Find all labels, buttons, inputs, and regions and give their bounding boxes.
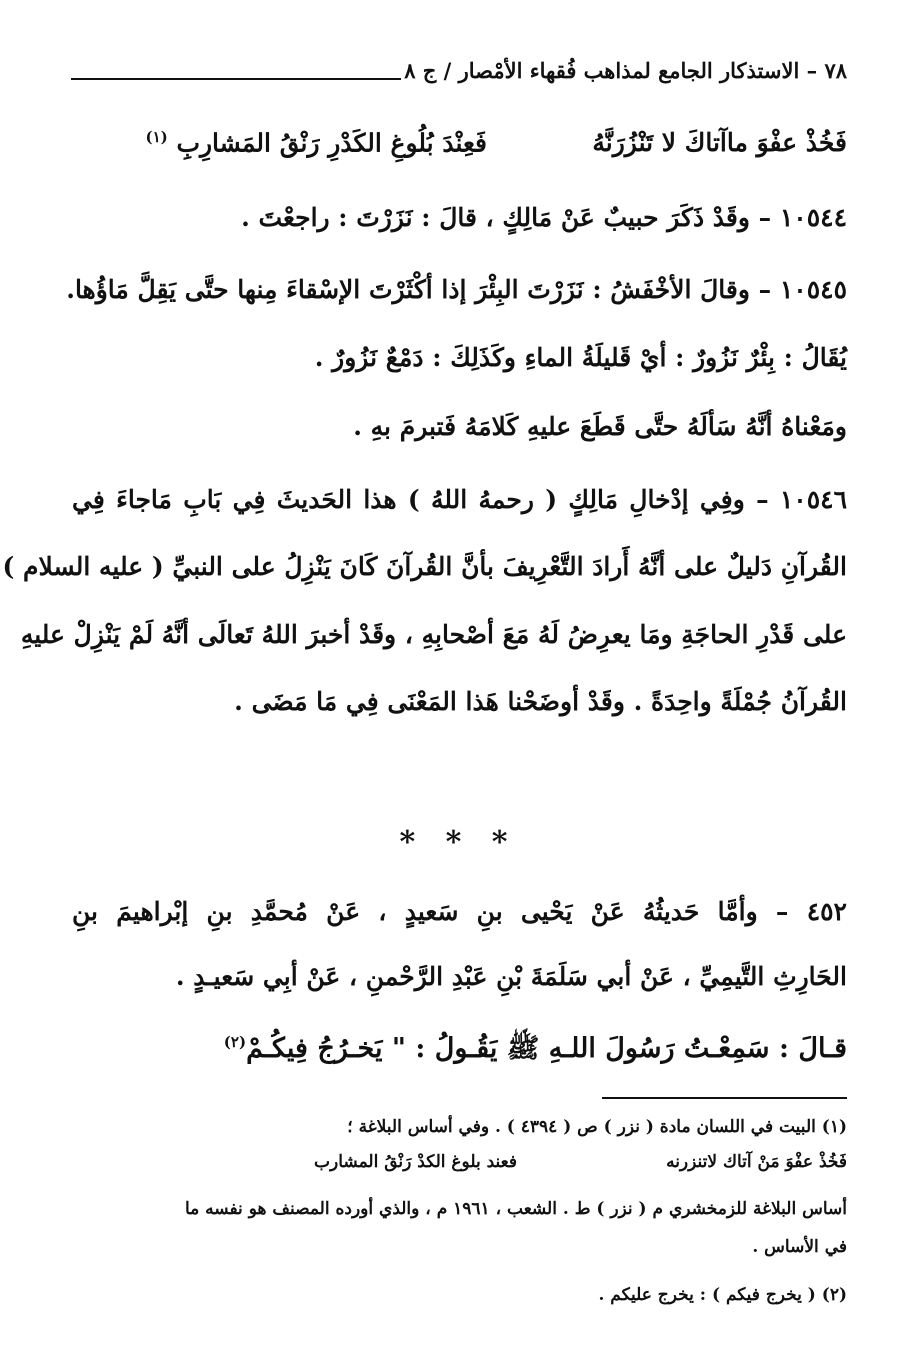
hadith-line-text: قـالَ : سَمِعْـتُ رَسُولَ اللـهِ ﷺ يَقُـولُ : " يَخـرُجُ فِيكُـمْ	[246, 1033, 847, 1064]
hadith-line: الحَارِثِ التَّيمِيِّ ، عَنْ أبي سَلَمَةَ بْنِ عَبْدِ الرَّحْمنِ ، عَنْ أبِي سَعيـدٍ .	[175, 962, 847, 991]
footnote-2: (٢) ( يخرج فيكم ) : يخرج عليكم .	[598, 1285, 847, 1305]
verse-hemistich-1: فَخُذْ عفْوَ ماآتاكَ لا تَنْزُرَنَّهُ	[592, 128, 847, 157]
paragraph-line: القُرآنُ جُمْلَةً واحِدَةً . وقَدْ أوضَحْنا هَذا المَعْنَى فِي مَا مَضَى .	[234, 687, 847, 716]
footnote-verse-hemistich-1: فَخُذْ عفْوَ مَنْ آتاك لاتنزرنه	[666, 1152, 847, 1172]
section-separator: * * *	[399, 825, 518, 860]
header-rule	[71, 78, 401, 80]
paragraph-10545: ١٠٥٤٥ – وقالَ الأخْفَشُ : نَزَرْتَ البِئْرَ إذا أكْثَرْتَ الإسْقاءَ مِنها حتَّى يَقِلَّ مَاؤُها.	[66, 275, 847, 304]
verse-hemistich-2-text: فَعِنْدَ بُلُوغِ الكَدْرِ رَنْقُ المَشارِبِ	[176, 128, 487, 158]
footnote-1-end: في الأساس .	[752, 1237, 847, 1257]
page-header	[57, 52, 847, 92]
footnote-verse-hemistich-2: فعند بلوغ الكدْ رَنْقُ المشارب	[314, 1152, 517, 1172]
footnote-1-verse	[107, 1152, 847, 1182]
hadith-452: ٤٥٢ – وأمَّا حَديثُهُ عَنْ يَحْيى بنِ سَعيدٍ ، عَنْ مُحمَّدِ بنِ إبْراهيمَ بنِ	[72, 897, 847, 926]
footnote-rule	[602, 1097, 847, 1099]
verse-hemistich-2	[145, 128, 487, 157]
poetry-verse	[77, 128, 847, 176]
footnote-ref-1: (١)	[145, 128, 168, 146]
hadith-line	[72, 1020, 847, 1071]
paragraph-10544: ١٠٥٤٤ – وقَدْ ذَكَرَ حبيبٌ عَنْ مَالِكٍ ، قالَ : نَزَرْتَ : راجعْتَ .	[241, 203, 847, 232]
paragraph-line: القُرآنِ دَليلٌ على أنَّهُ أَرادَ التَّعْرِيفَ بأنَّ القُرآنَ كَانَ يَنْزِلُ على النبيِّ ( عليه السلام )	[2, 552, 847, 581]
paragraph-10546: ١٠٥٤٦ – وفِي إدْخالِ مَالِكٍ ( رحمهُ اللهُ ) هذا الحَديثَ فِي بَابِ مَاجاءَ فِي	[72, 485, 847, 514]
paragraph-line: ومَعْناهُ أنَّهُ سَألَهُ حتَّى قَطَعَ عليهِ كَلامَهُ فَتبرمَ بهِ .	[353, 412, 847, 441]
footnote-1-source: أساس البلاغة للزمخشري م ( نزر ) ط . الشعب ، ١٩٦١ م ، والذي أورده المصنف هو نفسه ما	[184, 1199, 847, 1219]
running-title: ٧٨ – الاستذكار الجامع لمذاهب فُقهاء الأمْصار / ج ٨	[404, 58, 847, 83]
paragraph-line: على قَدْرِ الحاجَةِ ومَا يعرِضُ لَهُ مَعَ أصْحابِهِ ، وقَدْ أخبرَ اللهُ تَعالَى أنَّهُ لَمْ يَنْزِلْ عليهِ	[20, 620, 847, 649]
footnote-1: (١) البيت في اللسان مادة ( نزر ) ص ( ٤٣٩٤ ) . وفي أساس البلاغة ؛	[347, 1117, 847, 1137]
paragraph-line: يُقَالُ : بِئْرٌ نَزُورٌ : أيْ قَليلَةُ الماءِ وكَذَلِكَ : دَمْعٌ نَزُورٌ .	[314, 343, 847, 372]
footnote-ref-2: (٢)	[223, 1033, 247, 1051]
